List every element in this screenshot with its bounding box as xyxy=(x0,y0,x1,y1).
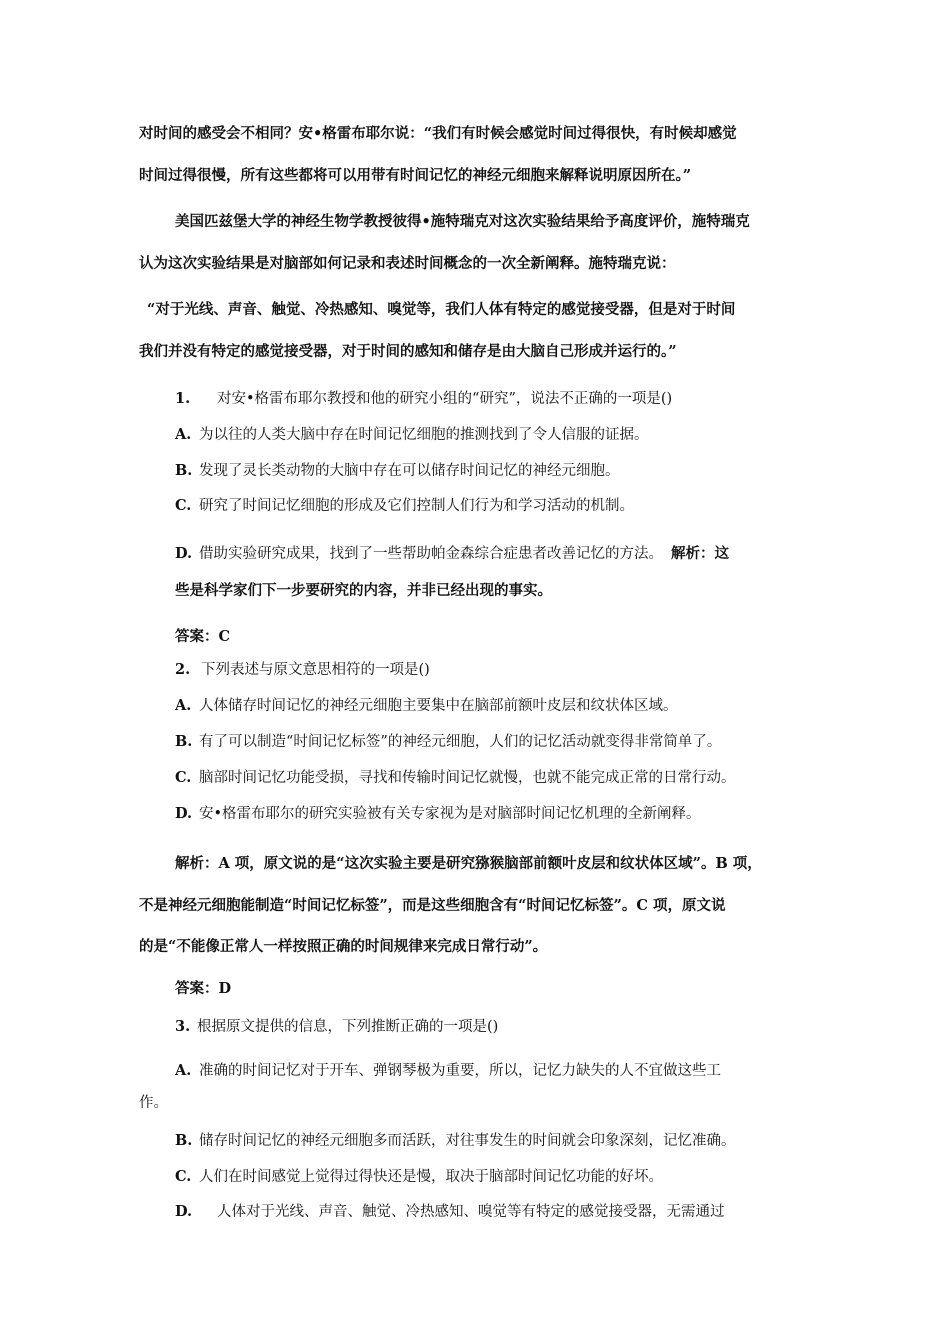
option-text: 人们在时间感觉上觉得过得快还是慢，取决于脑部时间记忆功能的好坏。 xyxy=(199,1169,663,1185)
question-text: 根据原文提供的信息，下列推断正确的一项是() xyxy=(197,1019,499,1035)
option-label: B. xyxy=(175,462,193,479)
option-label: A. xyxy=(175,697,192,714)
option-label: D. xyxy=(175,805,193,822)
q2-option-b xyxy=(175,730,721,751)
option-label: A. xyxy=(175,1062,192,1079)
option-label: B. xyxy=(175,1132,193,1149)
passage-line: 时间过得很慢，所有这些都将可以用带有时间记忆的神经元细胞来解释说明原因所在。” xyxy=(139,167,692,184)
q1-option-d xyxy=(175,542,729,563)
q2-analysis-line: 不是神经元细胞能制造“时间记忆标签”，而是这些细胞含有“时间记忆标签”。C 项，原文说 xyxy=(139,897,726,914)
option-text: 脑部时间记忆功能受损，寻找和传输时间记忆就慢，也就不能完成正常的日常行动。 xyxy=(199,770,736,786)
q1-option-c xyxy=(175,494,634,515)
question-number: 2. xyxy=(175,661,191,678)
q2-analysis-line: 解析：A 项，原文说的是“这次实验主要是研究猕猴脑部前额叶皮层和纹状体区域”。B 项， xyxy=(175,855,762,872)
option-label: D. xyxy=(175,1203,193,1220)
option-text: 研究了时间记忆细胞的形成及它们控制人们行为和学习活动的机制。 xyxy=(199,498,634,514)
q1-option-b xyxy=(175,459,620,480)
option-text: 准确的时间记忆对于开车、弹钢琴极为重要，所以，记忆力缺失的人不宜做这些工 xyxy=(199,1063,721,1079)
passage-line: “对于光线、声音、触觉、冷热感知、嗅觉等，我们人体有特定的感觉接受器，但是对于时间 xyxy=(147,301,736,318)
passage-line: 对时间的感受会不相同？安•格雷布耶尔说：“我们有时候会感觉时间过得很快，有时候却感觉 xyxy=(139,125,737,142)
question-3-stem xyxy=(175,1015,498,1036)
question-text: 对安•格雷布耶尔教授和他的研究小组的“研究”，说法不正确的一项是() xyxy=(217,391,673,407)
question-text: 下列表述与原文意思相符的一项是() xyxy=(201,662,430,678)
q1-option-a xyxy=(175,423,649,444)
q2-option-c xyxy=(175,766,736,787)
option-label: D. xyxy=(175,545,193,562)
question-number: 3. xyxy=(175,1018,191,1035)
option-text: 有了可以制造“时间记忆标签”的神经元细胞，人们的记忆活动就变得非常简单了。 xyxy=(199,734,722,750)
q3-option-a-continued: 作。 xyxy=(139,1095,168,1111)
option-label: B. xyxy=(175,733,193,750)
option-text: 发现了灵长类动物的大脑中存在可以储存时间记忆的神经元细胞。 xyxy=(199,463,620,479)
q3-option-a xyxy=(175,1059,721,1080)
option-text: 储存时间记忆的神经元细胞多而活跃，对往事发生的时间就会印象深刻，记忆准确。 xyxy=(199,1133,736,1149)
q3-option-b xyxy=(175,1129,736,1150)
q1-analysis: 些是科学家们下一步要研究的内容，并非已经出现的事实。 xyxy=(175,582,552,599)
option-label: C. xyxy=(175,1168,192,1185)
option-label: A. xyxy=(175,426,192,443)
option-text: 借助实验研究成果，找到了一些帮助帕金森综合症患者改善记忆的方法。 xyxy=(199,546,663,562)
q3-option-c xyxy=(175,1165,663,1186)
question-number: 1. xyxy=(175,390,191,407)
option-text: 安•格雷布耶尔的研究实验被有关专家视为是对脑部时间记忆机理的全新阐释。 xyxy=(199,806,701,822)
q2-analysis-line: 的是“不能像正常人一样按照正确的时间规律来完成日常行动”。 xyxy=(139,938,548,955)
option-label: C. xyxy=(175,497,192,514)
q2-option-a xyxy=(175,694,678,715)
q2-answer: 答案：D xyxy=(175,980,232,997)
passage-line: 认为这次实验结果是对脑部如何记录和表述时间概念的一次全新阐释。施特瑞克说： xyxy=(139,255,676,272)
q3-option-d xyxy=(175,1200,725,1221)
option-label: C. xyxy=(175,769,192,786)
question-1-stem xyxy=(175,387,672,408)
analysis-label: 解析：这 xyxy=(671,545,729,562)
passage-line: 美国匹兹堡大学的神经生物学教授彼得•施特瑞克对这次实验结果给予高度评价，施特瑞克 xyxy=(175,213,750,230)
q1-answer: 答案：C xyxy=(175,628,231,645)
q2-option-d xyxy=(175,802,701,823)
option-text: 为以往的人类大脑中存在时间记忆细胞的推测找到了令人信服的证据。 xyxy=(199,427,649,443)
question-2-stem xyxy=(175,658,430,679)
option-text: 人体储存时间记忆的神经元细胞主要集中在脑部前额叶皮层和纹状体区域。 xyxy=(199,698,678,714)
option-text: 人体对于光线、声音、触觉、冷热感知、嗅觉等有特定的感觉接受器，无需通过 xyxy=(217,1204,725,1220)
passage-line: 我们并没有特定的感觉接受器，对于时间的感知和储存是由大脑自己形成并运行的。” xyxy=(139,343,677,360)
